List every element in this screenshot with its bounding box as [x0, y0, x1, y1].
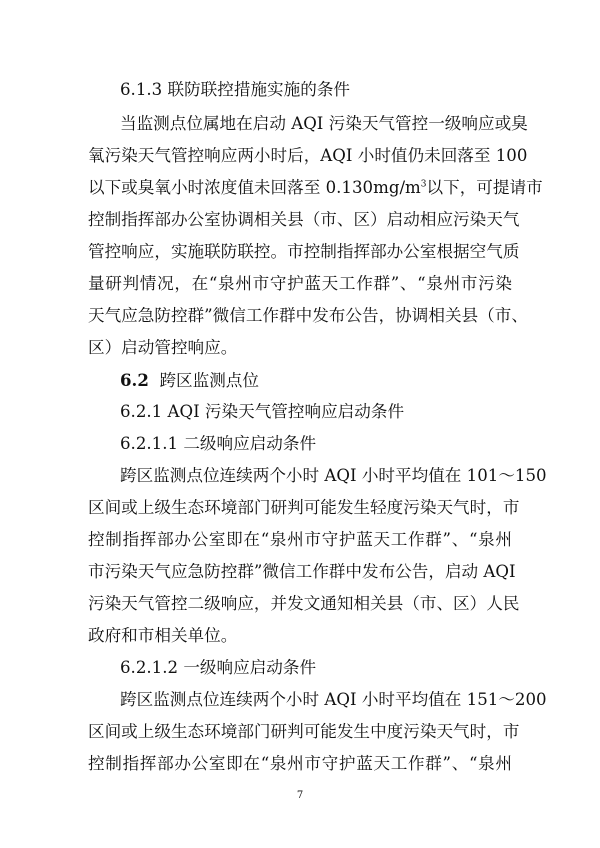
- paragraph-line: 污染天气管控二级响应，并发文通知相关县（市、区）人民: [88, 594, 520, 613]
- page-number: 7: [296, 790, 304, 801]
- paragraph-line: 市污染天气应急防控群”微信工作群中发布公告，启动 AQI: [88, 562, 516, 581]
- paragraph-line: 当监测点位属地在启动 AQI 污染天气管控一级响应或臭: [120, 114, 528, 133]
- paragraph-line: 天气应急防控群”微信工作群中发布公告，协调相关县（市、: [88, 306, 528, 325]
- paragraph-line: 跨区监测点位连续两个小时 AQI 小时平均值在 101～150: [120, 466, 547, 485]
- paragraph-line: 控制指挥部办公室协调相关县（市、区）启动相应污染天气: [88, 210, 520, 229]
- paragraph-line: 区间或上级生态环境部门研判可能发生轻度污染天气时，市: [88, 498, 520, 517]
- paragraph-line: 量研判情况，在“泉州市守护蓝天工作群”、“泉州市污染: [88, 274, 512, 293]
- paragraph-line: 氧污染天气管控响应两小时后，AQI 小时值仍未回落至 100: [88, 146, 528, 165]
- section-6-2-1-heading: 6.2.1 AQI 污染天气管控响应启动条件: [120, 402, 405, 421]
- paragraph-line: 跨区监测点位连续两个小时 AQI 小时平均值在 151～200: [120, 690, 547, 709]
- concentration-tail: 以下，可提请市: [426, 178, 543, 197]
- concentration-text: 以下或臭氧小时浓度值未回落至 0.130mg/m: [88, 178, 421, 197]
- paragraph-line: 控制指挥部办公室即在“泉州市守护蓝天工作群”、“泉州: [88, 530, 512, 549]
- section-title: 跨区监测点位: [159, 371, 259, 390]
- paragraph-line: 政府和市相关单位。: [88, 626, 238, 645]
- section-6-2-heading: [120, 368, 512, 392]
- section-6-2-1-1-heading: 6.2.1.1 二级响应启动条件: [120, 434, 317, 453]
- section-6-1-3-heading: 6.1.3 联防联控措施实施的条件: [120, 80, 351, 99]
- paragraph-line-with-unit: [88, 176, 543, 200]
- paragraph-line: 控制指挥部办公室即在“泉州市守护蓝天工作群”、“泉州: [88, 754, 512, 773]
- section-number: 6.2: [120, 370, 149, 390]
- paragraph-line: 管控响应，实施联防联控。市控制指挥部办公室根据空气质: [88, 242, 520, 261]
- paragraph-line: 区间或上级生态环境部门研判可能发生中度污染天气时，市: [88, 722, 520, 741]
- paragraph-line: 区）启动管控响应。: [88, 338, 238, 357]
- section-6-2-1-2-heading: 6.2.1.2 一级响应启动条件: [120, 658, 317, 677]
- unit-superscript: 3: [420, 179, 427, 190]
